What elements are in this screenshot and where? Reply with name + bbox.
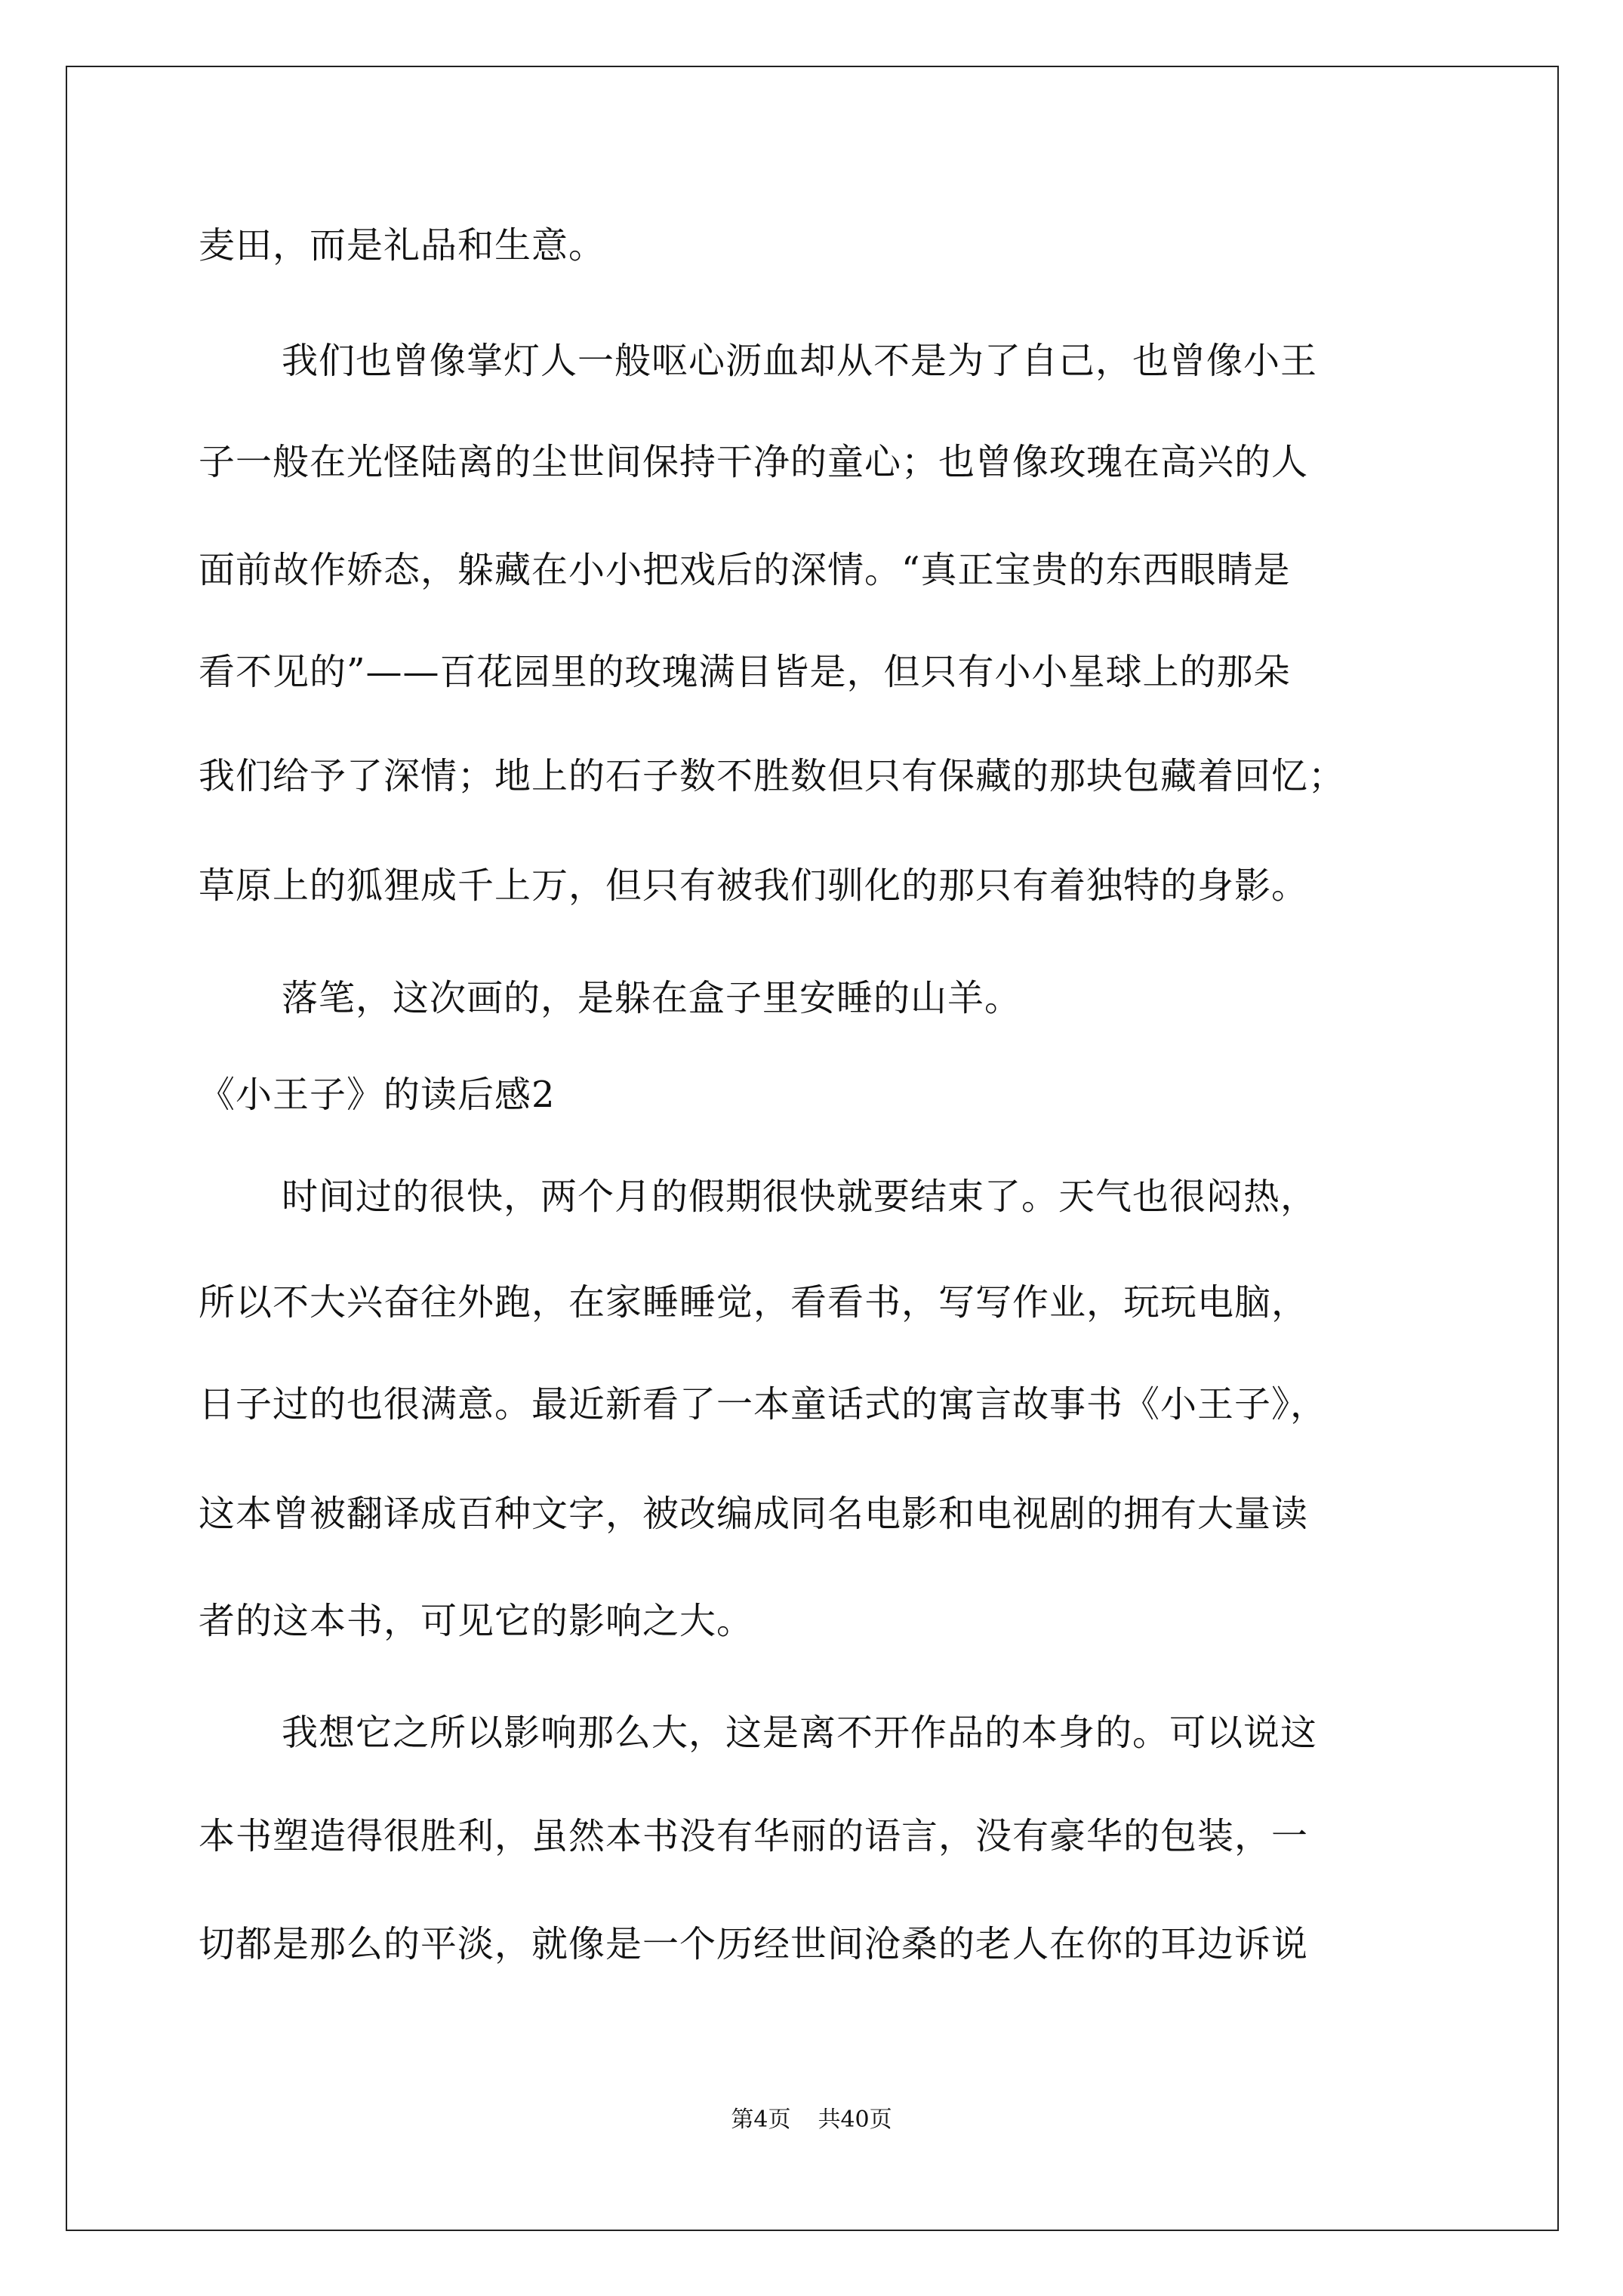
page-number: 第4页 [731,2106,791,2133]
page-total: 共40页 [818,2106,892,2133]
text-line-6: 我们给予了深情；地上的石子数不胜数但只有保藏的那块包藏着回忆； [199,755,1346,797]
text-line-3: 子一般在光怪陆离的尘世间保持干净的童心；也曾像玫瑰在高兴的人 [199,441,1309,483]
text-line-4: 面前故作娇态，躲藏在小小把戏后的深情。“真正宝贵的东西眼睛是 [199,549,1291,591]
text-line-5: 看不见的”——百花园里的玫瑰满目皆是，但只有小小星球上的那朵 [199,651,1291,693]
section-heading: 《小王子》的读后感2 [199,1074,556,1116]
text-line-13: 这本曾被翻译成百种文字，被改编成同名电影和电视剧的拥有大量读 [199,1493,1309,1535]
text-line-8: 落笔，这次画的，是躲在盒子里安睡的山羊。 [282,977,1022,1019]
text-line-2: 我们也曾像掌灯人一般呕心沥血却从不是为了自己，也曾像小王 [282,340,1318,382]
text-line-17: 切都是那么的平淡，就像是一个历经世间沧桑的老人在你的耳边诉说 [199,1923,1309,1965]
page-footer [0,2105,1623,2135]
text-line-15: 我想它之所以影响那么大，这是离不开作品的本身的。可以说这 [282,1712,1318,1754]
text-line-1: 麦田，而是礼品和生意。 [199,224,606,267]
text-line-14: 者的这本书，可见它的影响之大。 [199,1600,754,1642]
page-border [66,66,1559,2231]
text-line-16: 本书塑造得很胜利，虽然本书没有华丽的语言，没有豪华的包装，一 [199,1815,1309,1857]
text-line-10: 时间过的很快，两个月的假期很快就要结束了。天气也很闷热， [282,1176,1318,1218]
text-line-11: 所以不大兴奋往外跑，在家睡睡觉，看看书，写写作业，玩玩电脑， [199,1281,1309,1324]
text-line-12: 日子过的也很满意。最近新看了一本童话式的寓言故事书《小王子》， [199,1383,1328,1425]
text-line-7: 草原上的狐狸成千上万，但只有被我们驯化的那只有着独特的身影。 [199,864,1309,907]
